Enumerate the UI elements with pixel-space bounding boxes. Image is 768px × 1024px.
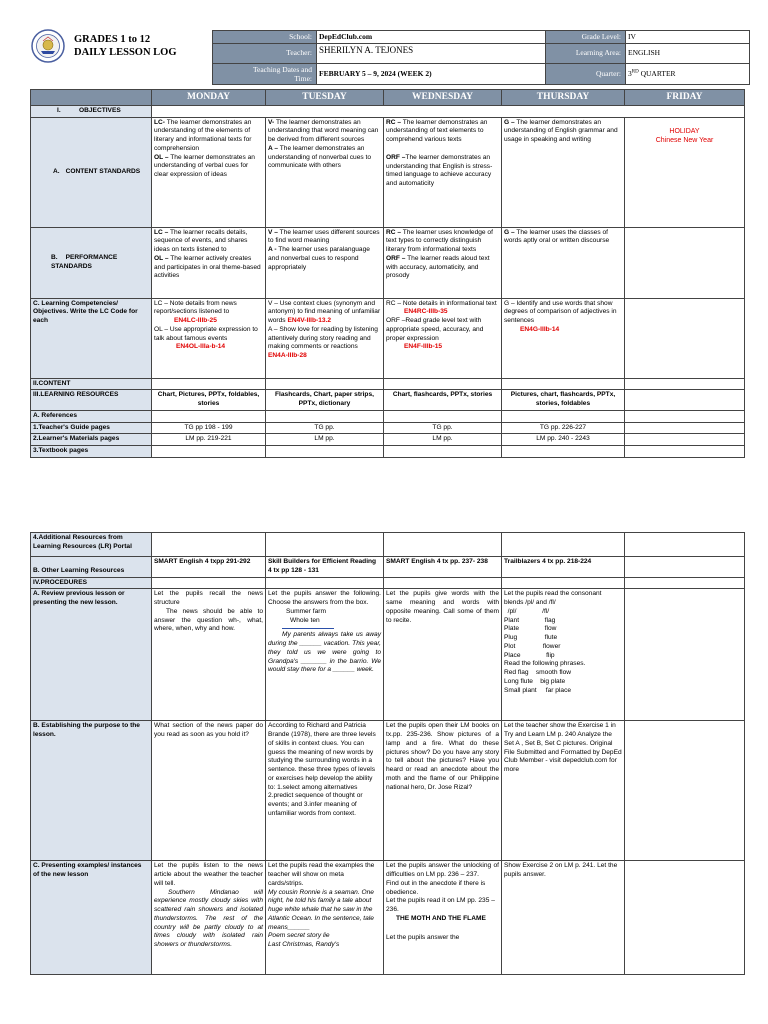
- teacher-label: Teacher:: [213, 43, 317, 63]
- lesson-table-top: [30, 89, 745, 458]
- holiday-label: HOLIDAY: [669, 127, 700, 135]
- competencies-thu: G – Identify and use words that show degrees of comparison of adjectives in sentences EN4G-IIIb-14: [502, 298, 625, 378]
- other-resources-wed: SMART English 4 tx pp. 237- 238: [384, 557, 502, 578]
- performance-standards-fri: [625, 227, 745, 298]
- day-monday: MONDAY: [152, 90, 266, 106]
- area-value: ENGLISH: [626, 43, 750, 63]
- dates-label-line1: Teaching Dates and: [252, 64, 312, 74]
- lc-code: EN4RC-IIIb-35: [404, 308, 448, 316]
- teacher-value: SHERILYN A. TEJONES: [317, 43, 546, 63]
- lc-code: EN4G-IIIb-14: [520, 325, 560, 333]
- resources-wed: Chart, flashcards, PPTx, stories: [384, 390, 502, 411]
- content-standards-fri: [625, 117, 745, 227]
- lm-tue: LM pp.: [266, 434, 384, 446]
- grade-label: Grade Level:: [546, 31, 626, 44]
- day-wednesday: WEDNESDAY: [384, 90, 502, 106]
- school-label: School:: [213, 31, 317, 44]
- day-friday: FRIDAY: [625, 90, 745, 106]
- tg-wed: TG pp.: [384, 422, 502, 434]
- performance-standards-wed: RC – The learner uses knowledge of text types to correctly distinguish literary from informational texts ORF – The learner reads aloud text with accuracy, automaticity, and prosody: [384, 227, 502, 298]
- tg-mon: TG pp 198 - 199: [152, 422, 266, 434]
- lm-thu: LM pp. 240 - 2243: [502, 434, 625, 446]
- other-resources-tue: Skill Builders for Efficient Reading 4 tx pp 128 - 131: [266, 557, 384, 578]
- purpose-thu: Let the teacher show the Exercise 1 in Try and Learn LM p. 240 Analyze the Set A , Set B, Set C pictures. Original File Submitted and Formatted by DepEd Club Member - visit depedclub.com for more: [502, 721, 625, 861]
- review-tue: Let the pupils answer the following. Choose the answers from the box. Summer farm Whole ten My parents always take us away during the ______ vacation. This year, they told us we were going to Grandpa's _______ in the barrio. We would stay there for a ______ week.: [266, 589, 384, 721]
- content-standards-mon: LC- The learner demonstrates an understanding of the elements of literary and informational texts for comprehension OL – The learner demonstrates an understanding of verbal cues for clear expression of ideas: [152, 117, 266, 227]
- purpose-label: B. Establishing the purpose to the lesson.: [31, 721, 152, 861]
- quarter-number: 3: [628, 68, 632, 78]
- corner-cell: [31, 90, 152, 106]
- lesson-table-bottom: [30, 532, 745, 975]
- lc-code: EN4F-IIIb-15: [404, 343, 443, 351]
- school-value: DepEdClub.com: [317, 31, 546, 44]
- tg-thu: TG pp. 226-227: [502, 422, 625, 434]
- area-label: Learning Area:: [546, 43, 626, 63]
- resources-fri: [625, 390, 745, 411]
- resources-mon: Chart, Pictures, PPTx, foldables, stories: [152, 390, 266, 411]
- tg-label: 1.Teacher's Guide pages: [31, 422, 152, 434]
- lm-wed: LM pp.: [384, 434, 502, 446]
- content-standards-tue: V- The learner demonstrates an understanding that word meaning can be derived from different sources A – The learner demonstrates an understanding of nonverbal cues to communicate with others: [266, 117, 384, 227]
- performance-standards-mon: LC – The learner recalls details, sequence of events, and shares ideas on texts listened to OL – The learner actively creates and participates in oral theme-based activities: [152, 227, 266, 298]
- presenting-label: C. Presenting examples/ instances of the new lesson: [31, 861, 152, 975]
- dates-value: FEBRUARY 5 – 9, 2024 (WEEK 2): [317, 63, 546, 84]
- presenting-thu: Show Exercise 2 on LM p. 241. Let the pupils answer.: [502, 861, 625, 975]
- presenting-mon: Let the pupils listen to the news article about the weather the teacher will tell. Southern Mindanao will experience mostly cloudy skies with scattered rain showers and isolated thunderstorms. The rest of the country will be partly cloudy to at times cloudy with isolated rain showers or thunderstorms.: [152, 861, 266, 975]
- competencies-fri: [625, 298, 745, 378]
- story-title: THE MOTH AND THE FLAME: [396, 914, 486, 922]
- deped-seal: [31, 29, 65, 63]
- quarter-word: QUARTER: [638, 68, 676, 78]
- objectives-blank: [152, 105, 745, 117]
- day-thursday: THURSDAY: [502, 90, 625, 106]
- other-resources-mon: SMART English 4 txpp 291-292: [152, 557, 266, 578]
- quarter-sup: RD: [631, 69, 639, 75]
- review-label: A. Review previous lesson or presenting the new lesson.: [31, 589, 152, 721]
- lc-code: EN4A-IIIb-28: [268, 352, 307, 360]
- procedures-label: IV.PROCEDURES: [31, 577, 152, 589]
- day-tuesday: TUESDAY: [266, 90, 384, 106]
- lc-code: EN4V-IIIb-13.2: [287, 317, 332, 325]
- header-info-table: [212, 30, 750, 85]
- purpose-tue: According to Richard and Patricia Brande (1978), there are three levels of skills in context clues. You can guess the meaning of new words by studying the surrounding words in a sentence. these three types of levels or exercises help develop the ability to: 1.select among alternatives 2.predict sequence of thought or events; and 3.infer meaning of unfamiliar words from context.: [266, 721, 384, 861]
- word-box-line1: Summer farm: [286, 607, 326, 615]
- purpose-mon: What section of the news paper do you read as soon as you hold it?: [152, 721, 266, 861]
- references-label: A. References: [31, 410, 152, 422]
- title-line2: DAILY LESSON LOG: [74, 47, 177, 58]
- presenting-tue: Let the pupils read the examples the teacher will show on meta cards/strips. My cousin Ronnie is a seaman. One night, he told his family a tale about huge white whale that he saw in the Atlantic Ocean. In the sentence, tale means______ Poem secret story lie Last Christmas, Randy's: [266, 861, 384, 975]
- content-standards-wed: RC – The learner demonstrates an understanding of text elements to comprehend various texts ORF –The learner demonstrates an understanding that English is stress-timed language to achieve accuracy and automaticity: [384, 117, 502, 227]
- content-standards-label: [31, 117, 152, 227]
- purpose-wed: Let the pupils open their LM books on tx.pp. 235-236. Show pictures of a lamp and a fire. What do these pictures show? Do you have any story to tell about the pictures? Have you heard or read an anecdote about the moth and the flame of our Philippine national hero, Dr. Jose Rizal?: [384, 721, 502, 861]
- content-standards-text: CONTENT STANDARDS: [65, 167, 141, 175]
- performance-standards-label: B. PERFORMANCE STANDARDS: [31, 227, 152, 298]
- other-resources-thu: Trailblazers 4 tx pp. 218-224: [502, 557, 625, 578]
- word-box-line2: Whole ten: [290, 616, 320, 624]
- resources-tue: Flashcards, Chart, paper strips, PPTx, dictionary: [266, 390, 384, 411]
- lc-code: EN4OL-IIIa-b-14: [176, 343, 226, 351]
- presenting-wed: Let the pupils answer the unlocking of difficulties on LM pp. 236 – 237. Find out in the anecdote if there is obedience. Let the pupils read it on LM pp. 235 – 236. THE MOTH AND THE FLAME Let the pupils answer the: [384, 861, 502, 975]
- title-line1: GRADES 1 to 12: [74, 34, 151, 45]
- box-underline: [282, 628, 334, 629]
- additional-resources-label: 4.Additional Resources from Learning Resources (LR) Portal: [31, 533, 152, 557]
- competencies-label: C. Learning Competencies/ Objectives. Write the LC Code for each: [31, 298, 152, 378]
- resources-label: III.LEARNING RESOURCES: [31, 390, 152, 411]
- holiday-name: Chinese New Year: [655, 136, 714, 144]
- lm-label: 2.Learner's Materials pages: [31, 434, 152, 446]
- competencies-wed: RC – Note details in informational text EN4RC-IIIb-35 ORF –Read grade level text with appropriate speed, accuracy, and proper expression EN4F-IIIb-15: [384, 298, 502, 378]
- textbook-label: 3.Textbook pages: [31, 446, 152, 458]
- dates-label-line2: Time:: [294, 73, 312, 83]
- performance-standards-thu: G – The learner uses the classes of words aptly oral or written discourse: [502, 227, 625, 298]
- objectives-label: I. OBJECTIVES: [31, 105, 152, 117]
- tg-tue: TG pp.: [266, 422, 384, 434]
- dates-label: [213, 63, 317, 84]
- lc-code: EN4LC-IIIb-25: [174, 317, 217, 325]
- quarter-value: [626, 63, 750, 84]
- content-standards-thu: G – The learner demonstrates an understanding of English grammar and usage in speaking and writing: [502, 117, 625, 227]
- content-standards-letter: A.: [53, 167, 60, 175]
- competencies-mon: LC – Note details from news report/sections listened to EN4LC-IIIb-25 OL – Use appropriate expression to talk about famous events EN4OL-IIIa-b-14: [152, 298, 266, 378]
- lm-mon: LM pp. 219-221: [152, 434, 266, 446]
- review-mon: Let the pupils recall the news structure The news should be able to answer the question wh-, what, where, when, why and how.: [152, 589, 266, 721]
- quarter-label: Quarter:: [546, 63, 626, 84]
- performance-standards-tue: V – The learner uses different sources to find word meaning A - The learner uses paralanguage and nonverbal cues to respond appropriately: [266, 227, 384, 298]
- review-wed: Let the pupils give words with the same meaning and words with opposite meaning. Call some of them to recite.: [384, 589, 502, 721]
- review-thu: Let the pupils read the consonant blends /pl/ and /fl/ /pl/ /fl/ Plant flag Plate flow Plug flute Plot flower Place flip Read the following phrases. Red flag smooth flow Long flute big plate Small plant far place: [502, 589, 625, 721]
- competencies-tue: V – Use context clues (synonym and antonym) to find meaning of unfamiliar words EN4V-IIIb-13.2 A – Show love for reading by listening attentively during story reading and making comments or reactions EN4A-IIIb-28: [266, 298, 384, 378]
- content-label: II.CONTENT: [31, 378, 152, 390]
- grade-value: IV: [626, 31, 750, 44]
- resources-thu: Pictures, chart, flashcards, PPTx, stories, foldables: [502, 390, 625, 411]
- other-resources-label: B. Other Learning Resources: [31, 557, 152, 578]
